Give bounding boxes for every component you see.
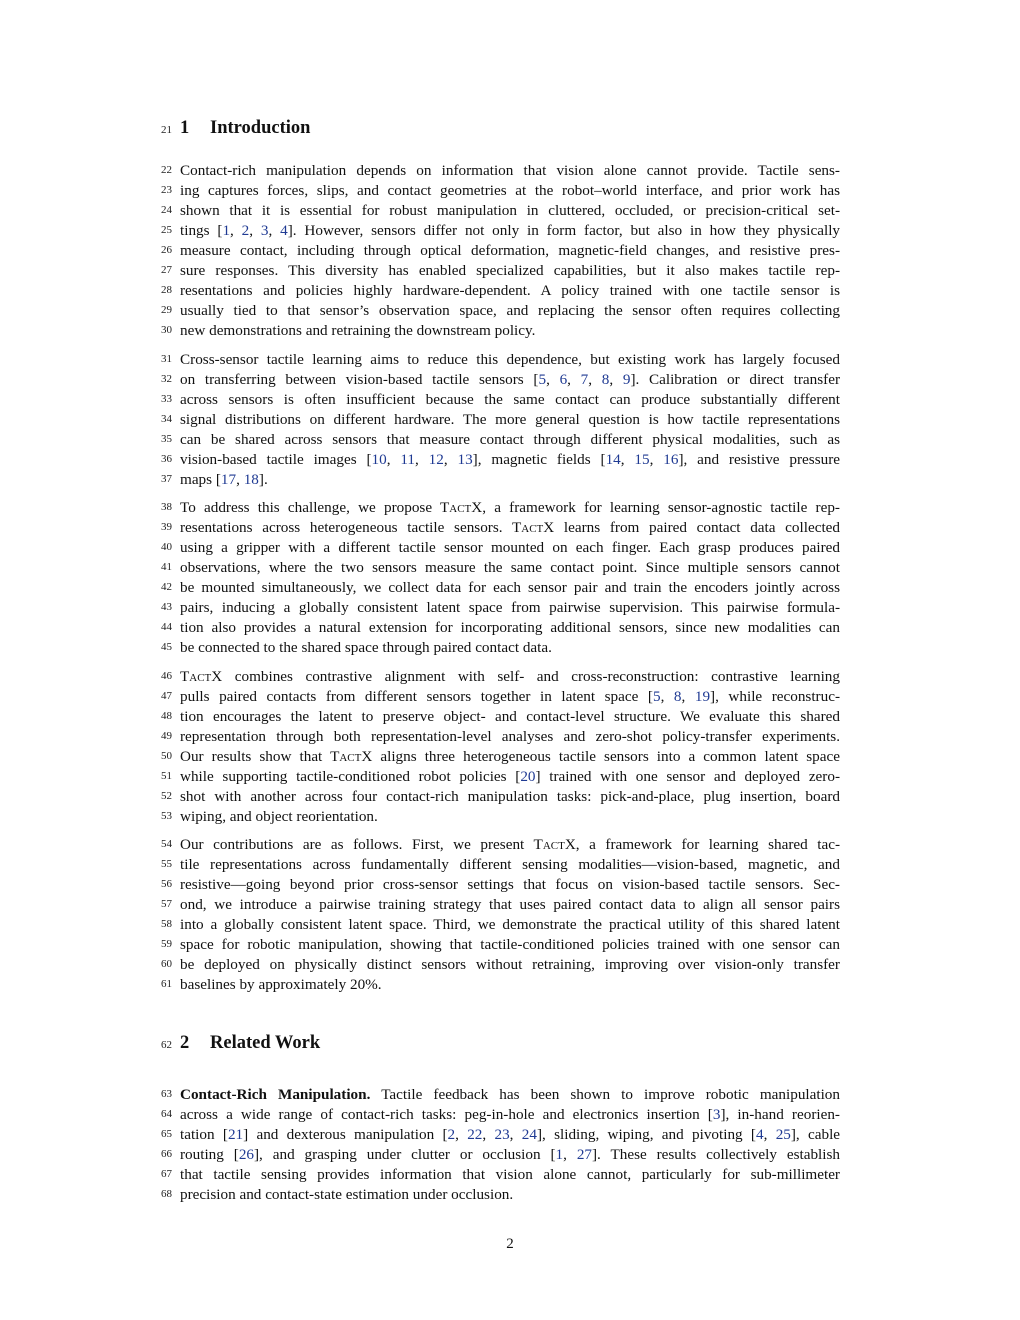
line-number: 22 <box>161 164 172 176</box>
text-line: be deployed on physically distinct sensors without retraining, improving over vision-only transfer <box>180 956 840 973</box>
text-line: tion encourages the latent to preserve object- and contact-level structure. We evaluate this shared <box>180 708 840 725</box>
text-line: pulls paired contacts from different sensors together in latent space [5, 8, 19], while reconstruc- <box>180 688 841 705</box>
text-line: observations, where the two sensors measure the same contact point. Since multiple sensors cannot <box>180 559 840 576</box>
text-line: be mounted simultaneously, we collect data for each sensor pair and train the encoders jointly across <box>180 579 840 596</box>
citation-link[interactable]: 25 <box>775 1126 791 1143</box>
text-line: measure contact, including through optical deformation, magnetic-field changes, and resistive pres- <box>180 242 840 259</box>
text-line: across a wide range of contact-rich tasks: peg-in-hole and electronics insertion [3], in-hand reorien- <box>180 1106 840 1123</box>
citation-link[interactable]: 24 <box>521 1126 537 1143</box>
paragraph-lead: Contact-Rich Manipulation. <box>180 1086 371 1103</box>
citation-link[interactable]: 22 <box>467 1126 483 1143</box>
text-line: new demonstrations and retraining the downstream policy. <box>180 322 536 339</box>
line-number: 46 <box>161 670 172 682</box>
citation-link[interactable]: 9 <box>622 371 631 388</box>
text-line: Our contributions are as follows. First, we present TactX, a framework for learning shared tac- <box>180 836 841 853</box>
section-title: Related Work <box>210 1033 321 1053</box>
line-number: 25 <box>161 224 172 236</box>
citation-link[interactable]: 20 <box>520 768 536 785</box>
line-number: 40 <box>161 541 172 553</box>
text-line: that tactile sensing provides information that vision alone cannot, particularly for sub-millimeter <box>180 1166 840 1183</box>
line-number: 36 <box>161 453 172 465</box>
citation-link[interactable]: 1 <box>555 1146 564 1163</box>
text-line: across sensors is often insufficient because the same contact can produce substantially different <box>180 391 840 408</box>
line-number: 37 <box>161 473 172 485</box>
line-number: 31 <box>161 353 172 365</box>
line-number: 45 <box>161 641 172 653</box>
citation-link[interactable]: 21 <box>227 1126 244 1143</box>
citation-link[interactable]: 12 <box>428 451 444 468</box>
line-number: 38 <box>161 501 172 513</box>
citation-link[interactable]: 5 <box>652 688 661 705</box>
line-number: 66 <box>161 1148 172 1160</box>
text-line: wiping, and object reorientation. <box>180 808 378 825</box>
text-line: Our results show that TactX aligns three heterogeneous tactile sensors into a common latent space <box>180 748 840 765</box>
line-number: 35 <box>161 433 172 445</box>
text-line: usually tied to that sensor’s observation space, and replacing the sensor often requires collecting <box>180 302 840 319</box>
citation-link[interactable]: 17 <box>220 471 237 488</box>
line-number: 62 <box>161 1039 172 1051</box>
line-number: 52 <box>161 790 172 802</box>
text-line: sure responses. This diversity has enabled specialized capabilities, but it also makes tactile rep- <box>180 262 840 279</box>
citation-link[interactable]: 11 <box>400 451 415 468</box>
citation-link[interactable]: 19 <box>694 688 711 705</box>
citation-link[interactable]: 4 <box>280 222 288 239</box>
line-number: 50 <box>161 750 172 762</box>
text-line: space for robotic manipulation, showing that tactile-conditioned policies trained with one sensor can <box>180 936 840 953</box>
citation-link[interactable]: 8 <box>601 371 610 388</box>
text-line: tion also provides a natural extension for incorporating additional sensors, since new modalities can <box>180 619 840 636</box>
citation-link[interactable]: 13 <box>457 451 473 468</box>
text-line: Contact-rich manipulation depends on information that vision alone cannot provide. Tactile sens- <box>180 162 840 179</box>
line-number: 61 <box>161 978 172 990</box>
text-line: can be shared across sensors that measure contact through different physical modalities, such as <box>180 431 840 448</box>
line-number: 43 <box>161 601 172 613</box>
line-number: 51 <box>161 770 172 782</box>
text-line: Contact-Rich Manipulation. Tactile feedback has been shown to improve robotic manipulation <box>180 1086 840 1103</box>
section-number: 2 <box>180 1033 190 1053</box>
line-number: 47 <box>161 690 172 702</box>
citation-link[interactable]: 2 <box>241 222 250 239</box>
page-number: 2 <box>506 1236 514 1252</box>
line-number: 42 <box>161 581 172 593</box>
section-heading <box>180 1033 320 1054</box>
method-name: TactX <box>511 519 555 536</box>
citation-link[interactable]: 4 <box>756 1126 764 1143</box>
line-number: 67 <box>161 1168 172 1180</box>
text-line: Cross-sensor tactile learning aims to reduce this dependence, but existing work has largely focused <box>180 351 840 368</box>
text-line: maps [17, 18]. <box>180 471 268 488</box>
citation-link[interactable]: 14 <box>605 451 621 468</box>
line-number: 41 <box>161 561 172 573</box>
section-number: 1 <box>180 118 190 138</box>
method-name: TactX <box>440 499 483 516</box>
line-number: 23 <box>161 184 172 196</box>
text-line: resentations across heterogeneous tactile sensors. TactX learns from paired contact data collected <box>180 519 840 536</box>
line-number: 65 <box>161 1128 172 1140</box>
line-number: 63 <box>161 1088 172 1100</box>
line-number: 58 <box>161 918 172 930</box>
text-line: resentations and policies highly hardware-dependent. A policy trained with one tactile sensor is <box>180 282 840 299</box>
text-line: routing [26], and grasping under clutter or occlusion [1, 27]. These results collectively establish <box>180 1146 841 1163</box>
text-line: using a gripper with a different tactile sensor mounted on each finger. Each grasp produces paired <box>180 539 840 556</box>
text-line: on transferring between vision-based tactile sensors [5, 6, 7, 8, 9]. Calibration or direct transfer <box>180 371 841 388</box>
text-line: vision-based tactile images [10, 11, 12, 13], magnetic fields [14, 15, 16], and resistive pressure <box>180 451 841 468</box>
line-number: 44 <box>161 621 172 633</box>
line-number: 28 <box>161 284 172 296</box>
text-line: pairs, inducing a globally consistent latent space from pairwise supervision. This pairwise formula- <box>180 599 840 616</box>
line-number: 21 <box>161 124 172 136</box>
citation-link[interactable]: 7 <box>580 371 589 388</box>
line-number: 48 <box>161 710 172 722</box>
line-number: 29 <box>161 304 172 316</box>
line-number: 55 <box>161 858 172 870</box>
citation-link[interactable]: 18 <box>243 471 259 488</box>
text-line: tile representations across fundamentally different sensing modalities—vision-based, magnetic, and <box>180 856 840 873</box>
text-line: TactX combines contrastive alignment with self- and cross-reconstruction: contrastive learning <box>180 668 840 685</box>
line-number: 56 <box>161 878 172 890</box>
method-name: TactX <box>330 748 373 765</box>
line-number: 27 <box>161 264 172 276</box>
text-line: baselines by approximately 20%. <box>180 976 382 993</box>
line-number: 39 <box>161 521 172 533</box>
citation-link[interactable]: 6 <box>559 371 568 388</box>
line-number: 60 <box>161 958 172 970</box>
text-line: shown that it is essential for robust manipulation in cluttered, occluded, or precision-critical set- <box>180 202 840 219</box>
text-line: To address this challenge, we propose TactX, a framework for learning sensor-agnostic tactile rep- <box>180 499 840 516</box>
line-number: 53 <box>161 810 172 822</box>
citation-link[interactable]: 16 <box>663 451 679 468</box>
line-number: 54 <box>161 838 172 850</box>
text-line: into a globally consistent latent space. Third, we demonstrate the practical utility of this shared latent <box>180 916 840 933</box>
citation-link[interactable]: 26 <box>238 1146 254 1163</box>
citation-link[interactable]: 27 <box>576 1146 592 1163</box>
section-title: Introduction <box>210 118 311 138</box>
line-number: 59 <box>161 938 172 950</box>
line-number: 30 <box>161 324 172 336</box>
method-name: TactX <box>180 668 223 685</box>
text-line: tation [21] and dexterous manipulation [2, 22, 23, 24], sliding, wiping, and pivoting [4, 25], cable <box>180 1126 841 1143</box>
line-number: 49 <box>161 730 172 742</box>
text-line: ing captures forces, slips, and contact geometries at the robot–world interface, and prior work has <box>180 182 840 199</box>
line-number: 57 <box>161 898 172 910</box>
line-number: 32 <box>161 373 172 385</box>
text-line: shot with another across four contact-rich manipulation tasks: pick-and-place, plug insertion, board <box>180 788 840 805</box>
line-number: 64 <box>161 1108 172 1120</box>
text-line: ond, we introduce a pairwise training strategy that uses paired contact data to align all sensor pairs <box>180 896 840 913</box>
line-number: 68 <box>161 1188 172 1200</box>
section-heading <box>180 118 310 139</box>
citation-link[interactable]: 10 <box>371 451 387 468</box>
citation-link[interactable]: 23 <box>494 1126 510 1143</box>
text-line: tings [1, 2, 3, 4]. However, sensors differ not only in form factor, but also in how they physically <box>180 222 841 239</box>
method-name: TactX <box>533 836 576 853</box>
text-line: while supporting tactile-conditioned robot policies [20] trained with one sensor and deployed zero- <box>180 768 841 785</box>
text-line: resistive—going beyond prior cross-sensor settings that focus on vision-based tactile sensors. Sec- <box>180 876 840 893</box>
citation-link[interactable]: 15 <box>634 451 650 468</box>
line-number: 34 <box>161 413 172 425</box>
citation-link[interactable]: 1 <box>222 222 231 239</box>
line-number: 26 <box>161 244 172 256</box>
citation-link[interactable]: 8 <box>673 688 682 705</box>
citation-link[interactable]: 5 <box>538 371 547 388</box>
citation-link[interactable]: 2 <box>447 1126 456 1143</box>
line-number: 33 <box>161 393 172 405</box>
line-number: 24 <box>161 204 172 216</box>
text-line: signal distributions on different hardware. The more general question is how tactile representations <box>180 411 840 428</box>
text-line: precision and contact-state estimation under occlusion. <box>180 1186 514 1203</box>
citation-link[interactable]: 3 <box>260 222 269 239</box>
citation-link[interactable]: 3 <box>712 1106 721 1123</box>
text-line: be connected to the shared space through paired contact data. <box>180 639 552 656</box>
text-line: representation through both representation-level analyses and zero-shot policy-transfer experiments. <box>180 728 840 745</box>
